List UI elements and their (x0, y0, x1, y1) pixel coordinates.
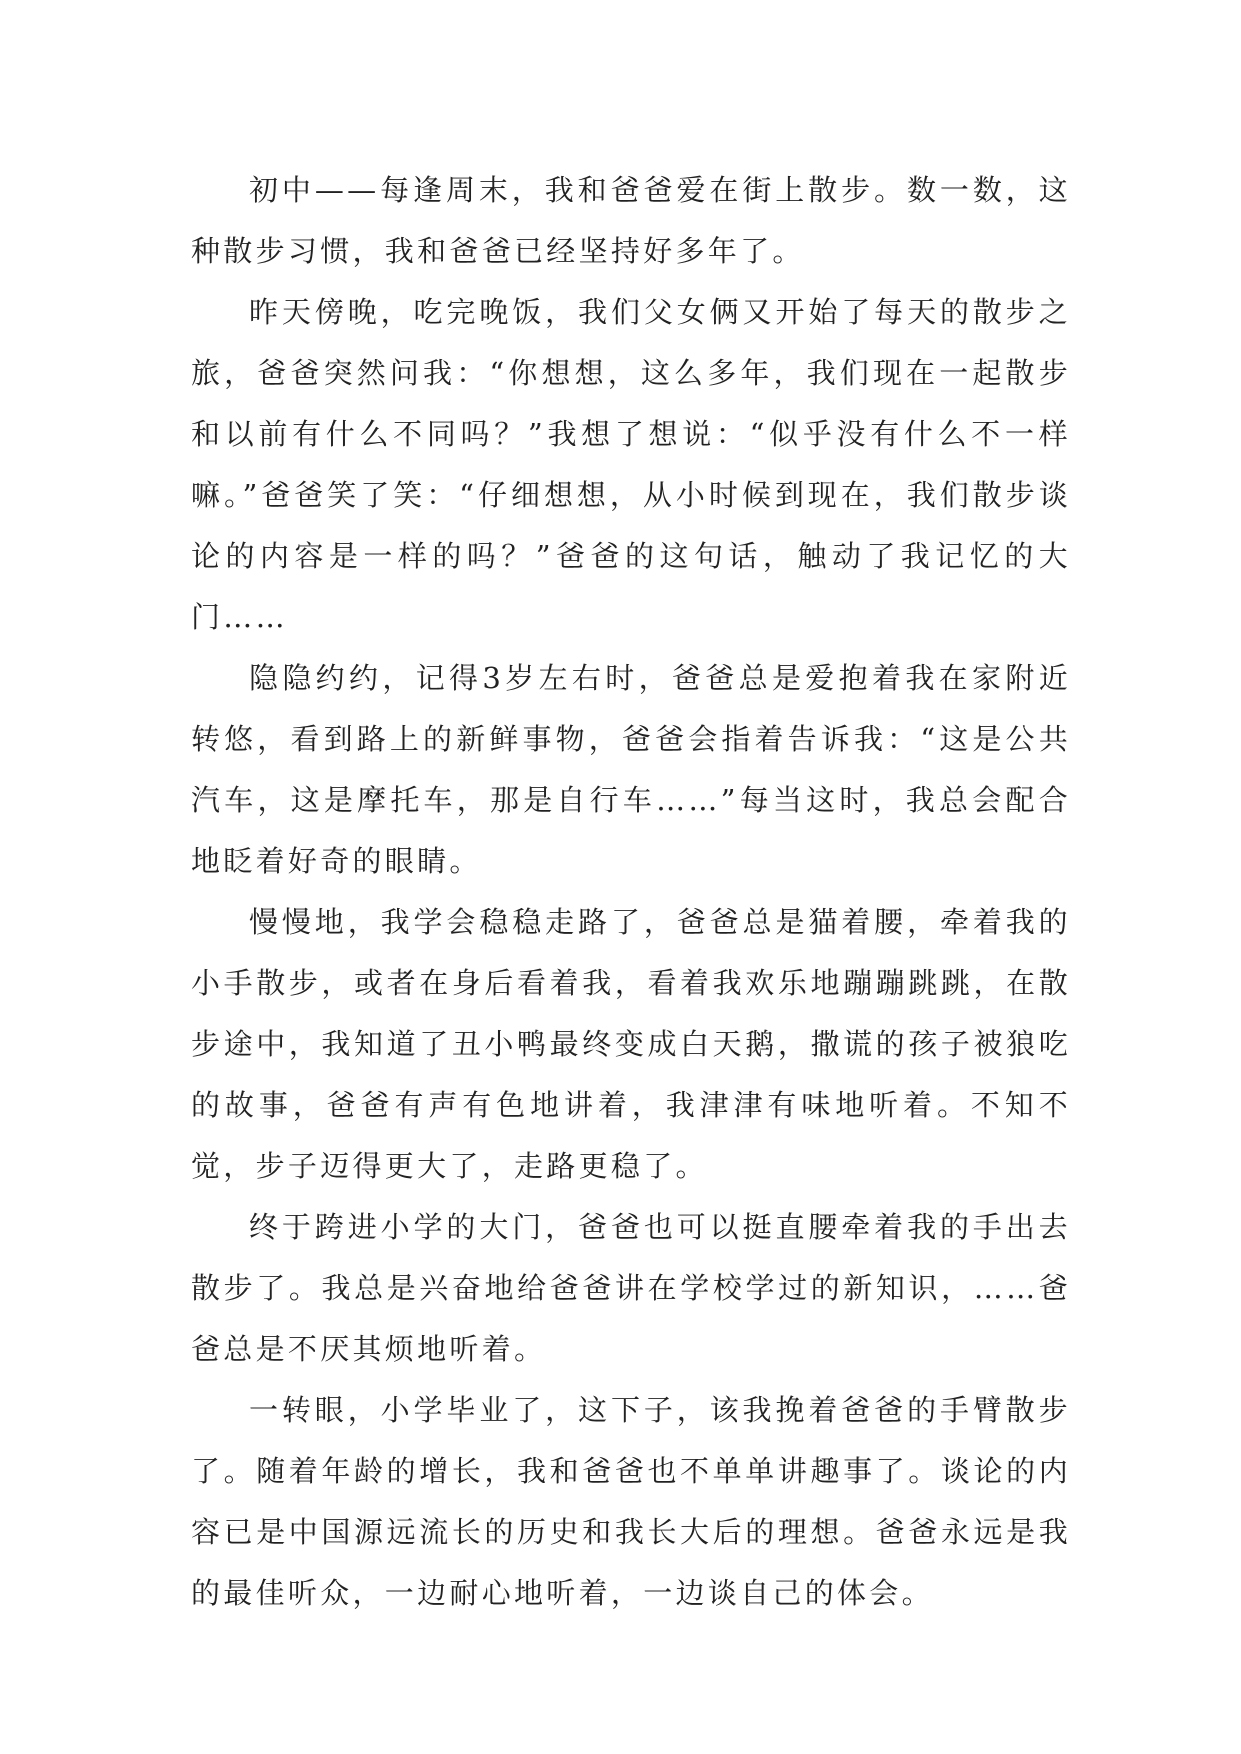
paragraph-5: 终于跨进小学的大门，爸爸也可以挺直腰牵着我的手出去散步了。我总是兴奋地给爸爸讲在学校学过的新知识，……爸爸总是不厌其烦地听着。 (191, 1210, 1071, 1366)
document-body (191, 160, 1071, 1624)
paragraph-6: 一转眼，小学毕业了，这下子，该我挽着爸爸的手臂散步了。随着年龄的增长，我和爸爸也不单单讲趣事了。谈论的内容已是中国源远流长的历史和我长大后的理想。爸爸永远是我的最佳听众，一边耐心地听着，一边谈自己的体会。 (191, 1393, 1071, 1610)
paragraph-2: 昨天傍晚，吃完晚饭，我们父女俩又开始了每天的散步之旅，爸爸突然问我：“你想想，这么多年，我们现在一起散步和以前有什么不同吗？”我想了想说：“似乎没有什么不一样嘛。”爸爸笑了笑：“仔细想想，从小时候到现在，我们散步谈论的内容是一样的吗？”爸爸的这句话，触动了我记忆的大门…… (191, 295, 1071, 634)
paragraph-1: 初中——每逢周末，我和爸爸爱在街上散步。数一数，这种散步习惯，我和爸爸已经坚持好多年了。 (191, 173, 1071, 268)
paragraph-4: 慢慢地，我学会稳稳走路了，爸爸总是猫着腰，牵着我的小手散步，或者在身后看着我，看着我欢乐地蹦蹦跳跳，在散步途中，我知道了丑小鸭最终变成白天鹅，撒谎的孩子被狼吃的故事，爸爸有声有色地讲着，我津津有味地听着。不知不觉，步子迈得更大了，走路更稳了。 (191, 905, 1071, 1183)
paragraph-3: 隐隐约约，记得3岁左右时，爸爸总是爱抱着我在家附近转悠，看到路上的新鲜事物，爸爸会指着告诉我：“这是公共汽车，这是摩托车，那是自行车……”每当这时，我总会配合地眨着好奇的眼睛。 (191, 661, 1071, 878)
